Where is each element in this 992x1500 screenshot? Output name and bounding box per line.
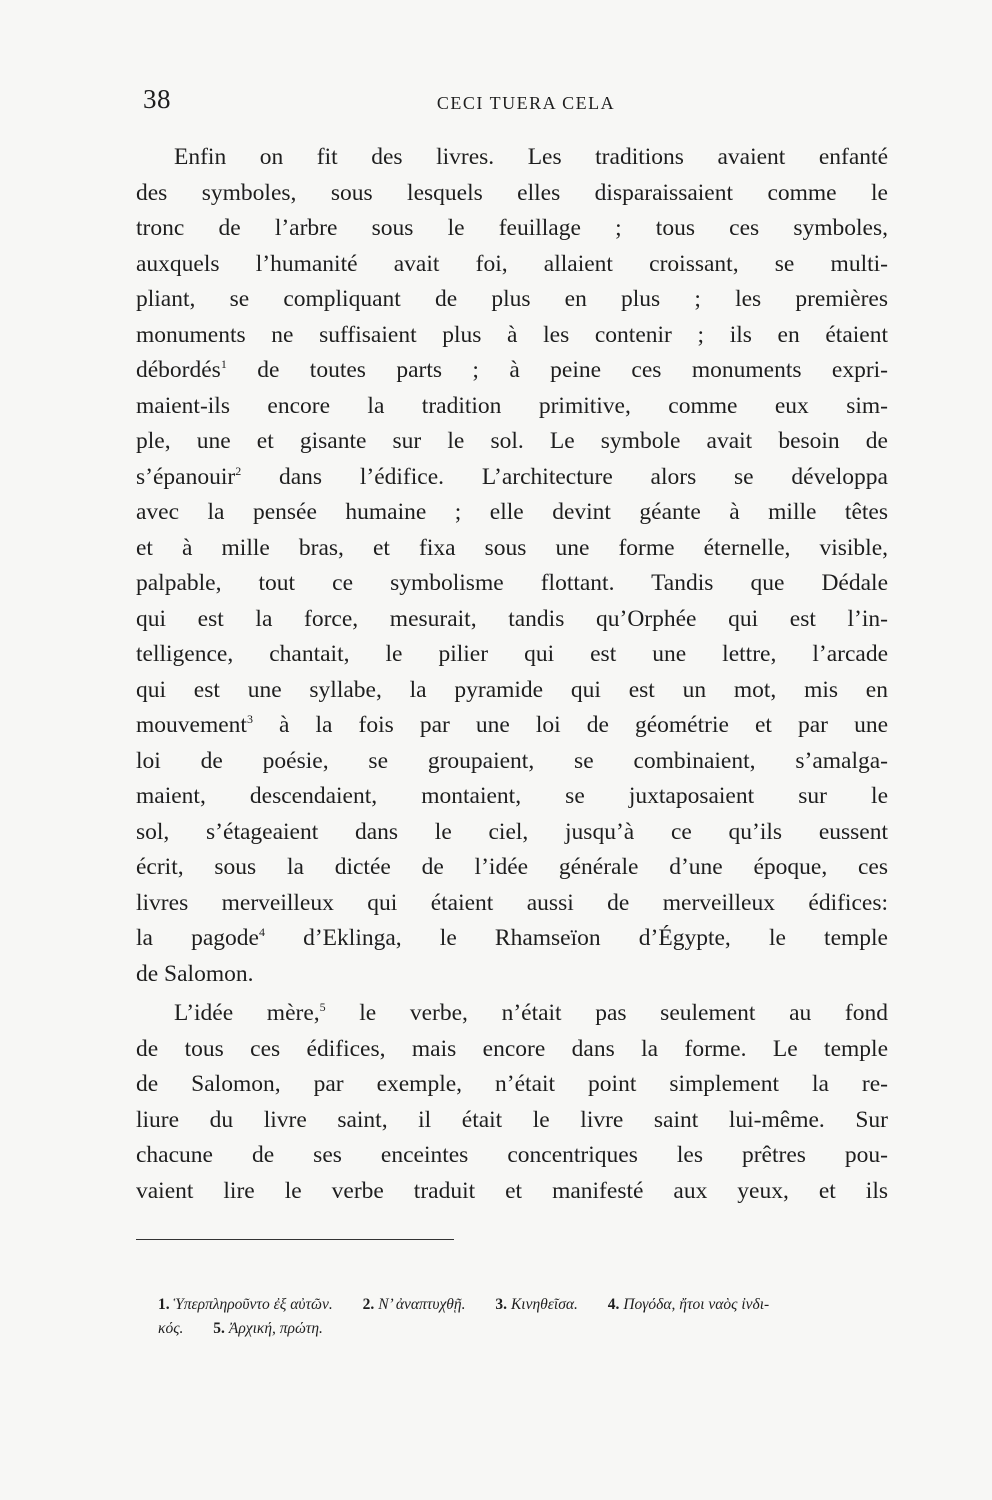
footnote-line	[158, 1317, 888, 1341]
text-line: écrit, sous la dictée de l’idée générale d’une époque, ces	[136, 854, 888, 880]
text-line: auxquels l’humanité avait foi, allaient croissant, se multi-	[136, 250, 888, 277]
text-line: maient, descendaient, montaient, se juxtaposaient sur le	[136, 783, 888, 809]
footnote-text: Ν’ ἀναπτυχθῇ.	[378, 1296, 466, 1313]
text-line: palpable, tout ce symbolisme flottant. Tandis que Dédale	[136, 570, 888, 596]
text-fragment: mouvement	[136, 712, 247, 738]
text-line	[136, 996, 888, 1032]
text-fragment: de toutes parts ; à peine ces monuments expri-	[226, 357, 888, 383]
note-reference: 5	[319, 1000, 326, 1015]
text-line	[136, 460, 888, 496]
footnote-4	[608, 1296, 769, 1313]
footnote-text: Ἀρχική, πρώτη.	[228, 1320, 323, 1337]
note-reference: 1	[220, 357, 227, 372]
text-line: Enfin on fit des livres. Les traditions avaient enfanté	[174, 144, 888, 170]
text-line	[136, 921, 888, 957]
paragraph-2	[136, 996, 888, 1209]
text-line: de Salomon.	[136, 960, 254, 987]
text-fragment: à la fois par une loi de géométrie et par une	[252, 712, 888, 738]
footnote-number: 2.	[362, 1296, 375, 1313]
body-text	[136, 140, 888, 1209]
text-line: et à mille bras, et fixa sous une forme éternelle, visible,	[136, 534, 888, 561]
footnote-divider	[136, 1239, 454, 1240]
text-line	[136, 353, 888, 389]
text-line: qui est la force, mesurait, tandis qu’Orphée qui est l’in-	[136, 605, 888, 632]
footnote-text: Πογόδα, ἤτοι ναὸς ἰνδι-	[623, 1296, 770, 1313]
footnote-4-continued: κός.	[158, 1320, 184, 1337]
footnote-number: 5.	[213, 1320, 225, 1337]
footnote-text: Ὑπερπληροῦντο ἐξ αὐτῶν.	[173, 1296, 333, 1313]
footnotes	[158, 1293, 888, 1341]
footnote-number: 4.	[607, 1296, 620, 1313]
running-title: CECI TUERA CELA	[436, 93, 616, 113]
text-line: pliant, se compliquant de plus en plus ; les premières	[136, 286, 888, 312]
text-line: des symboles, sous lesquels elles disparaissaient comme le	[136, 179, 888, 206]
footnote-2	[363, 1296, 466, 1313]
footnote-text: Κινηθεῖσα.	[510, 1296, 578, 1313]
text-line: chacune de ses enceintes concentriques les prêtres pou-	[136, 1142, 888, 1168]
footnote-number: 3.	[495, 1296, 507, 1313]
text-fragment: s’épanouir	[136, 463, 236, 490]
note-reference: 2	[235, 463, 242, 478]
text-line	[136, 708, 888, 744]
footnote-5	[213, 1320, 323, 1337]
text-line: maient-ils encore la tradition primitive, comme eux sim-	[136, 392, 888, 419]
text-line: liure du livre saint, il était le livre saint lui-même. Sur	[136, 1106, 888, 1133]
paragraph-1	[136, 140, 888, 992]
note-reference: 4	[258, 925, 265, 940]
text-line: loi de poésie, se groupaient, se combinaient, s’amalga-	[136, 747, 888, 774]
text-fragment: d’Eklinga, le Rhamseïon d’Égypte, le temple	[264, 925, 888, 951]
text-line: qui est une syllabe, la pyramide qui est un mot, mis en	[136, 676, 888, 703]
text-fragment: la pagode	[136, 925, 259, 951]
text-fragment: débordés	[136, 357, 221, 383]
text-line: telligence, chantait, le pilier qui est une lettre, l’arcade	[136, 641, 888, 667]
text-line: tronc de l’arbre sous le feuillage ; tous ces symboles,	[136, 215, 888, 241]
text-line: vaient lire le verbe traduit et manifesté aux yeux, et ils	[136, 1177, 888, 1204]
text-line: monuments ne suffisaient plus à les contenir ; ils en étaient	[136, 321, 888, 348]
text-fragment: le verbe, n’était pas seulement au fond	[325, 1000, 888, 1026]
text-line: ple, une et gisante sur le sol. Le symbole avait besoin de	[136, 428, 888, 454]
text-line: sol, s’étageaient dans le ciel, jusqu’à ce qu’ils eussent	[136, 818, 888, 845]
page-number: 38	[143, 84, 171, 114]
text-fragment: dans l’édifice. L’architecture alors se développa	[241, 463, 888, 490]
text-fragment: L’idée mère,	[174, 1000, 320, 1026]
footnote-1	[158, 1296, 333, 1313]
text-line: de tous ces édifices, mais encore dans la forme. Le temple	[136, 1035, 888, 1062]
footnote-3	[495, 1296, 578, 1313]
note-reference: 3	[246, 712, 253, 727]
text-line: avec la pensée humaine ; elle devint géante à mille têtes	[136, 499, 888, 525]
footnote-number: 1.	[158, 1296, 170, 1313]
text-line: livres merveilleux qui étaient aussi de merveilleux édifices:	[136, 889, 888, 916]
footnote-line	[158, 1293, 888, 1317]
text-line: de Salomon, par exemple, n’était point simplement la re-	[136, 1071, 888, 1097]
